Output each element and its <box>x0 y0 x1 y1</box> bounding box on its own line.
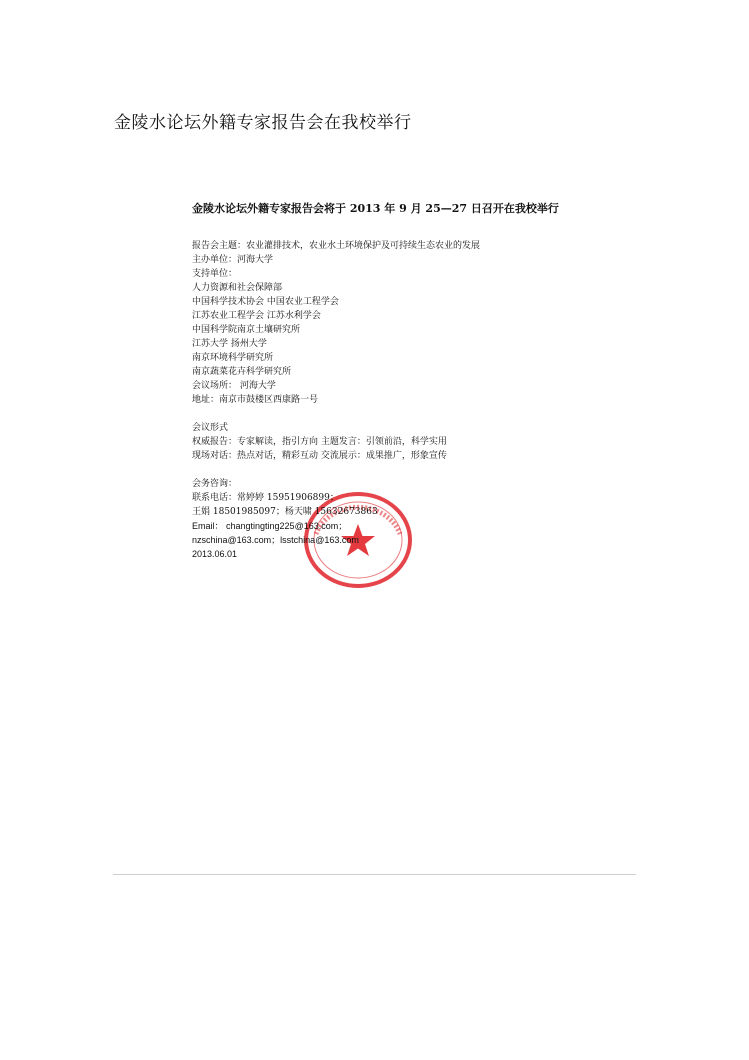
doc-line: 地址：南京市鼓楼区西康路一号 <box>192 395 319 405</box>
doc-line: 人力资源和社会保障部 <box>192 283 283 293</box>
format-line: 权威报告：专家解读，指引方向 主题发言：引领前沿，科学实用 <box>192 437 447 447</box>
contact-heading: 会务咨询： <box>192 479 238 489</box>
format-line: 现场对话：热点对话，精彩互动 交流展示：成果推广，形象宣传 <box>192 451 447 461</box>
format-heading: 会议形式 <box>192 423 229 433</box>
doc-line: 支持单位： <box>192 269 238 279</box>
document-heading: 金陵水论坛外籍专家报告会将于 2013 年 9 月 25—27 日召开在我校举行 <box>192 202 559 215</box>
contact-line: 联系电话：常婷婷 15951906899； <box>192 493 339 503</box>
document-date: 2013.06.01 <box>192 549 238 559</box>
doc-line: 报告会主题：农业灌排技术，农业水土环境保护及可持续生态农业的发展 <box>192 241 481 251</box>
doc-line: 南京环境科学研究所 <box>192 353 274 363</box>
contact-line: 王娟 18501985097；杨天啸 15632673863 <box>192 507 378 517</box>
doc-line: 会议场所： 河海大学 <box>192 381 276 391</box>
footer-divider <box>113 874 636 875</box>
doc-line: 主办单位：河海大学 <box>192 255 274 265</box>
doc-line: 中国科学院南京土壤研究所 <box>192 325 301 335</box>
contact-email-line: Email： changtingting225@163.com； <box>192 521 348 531</box>
doc-line: 中国科学技术协会 中国农业工程学会 <box>192 297 339 307</box>
page-title: 金陵水论坛外籍专家报告会在我校举行 <box>114 113 412 133</box>
doc-line: 南京蔬菜花卉科学研究所 <box>192 367 292 377</box>
contact-email-line: nzschina@163.com；lsstchina@163.com <box>192 535 359 545</box>
doc-line: 江苏农业工程学会 江苏水利学会 <box>192 311 321 321</box>
doc-line: 江苏大学 扬州大学 <box>192 339 267 349</box>
